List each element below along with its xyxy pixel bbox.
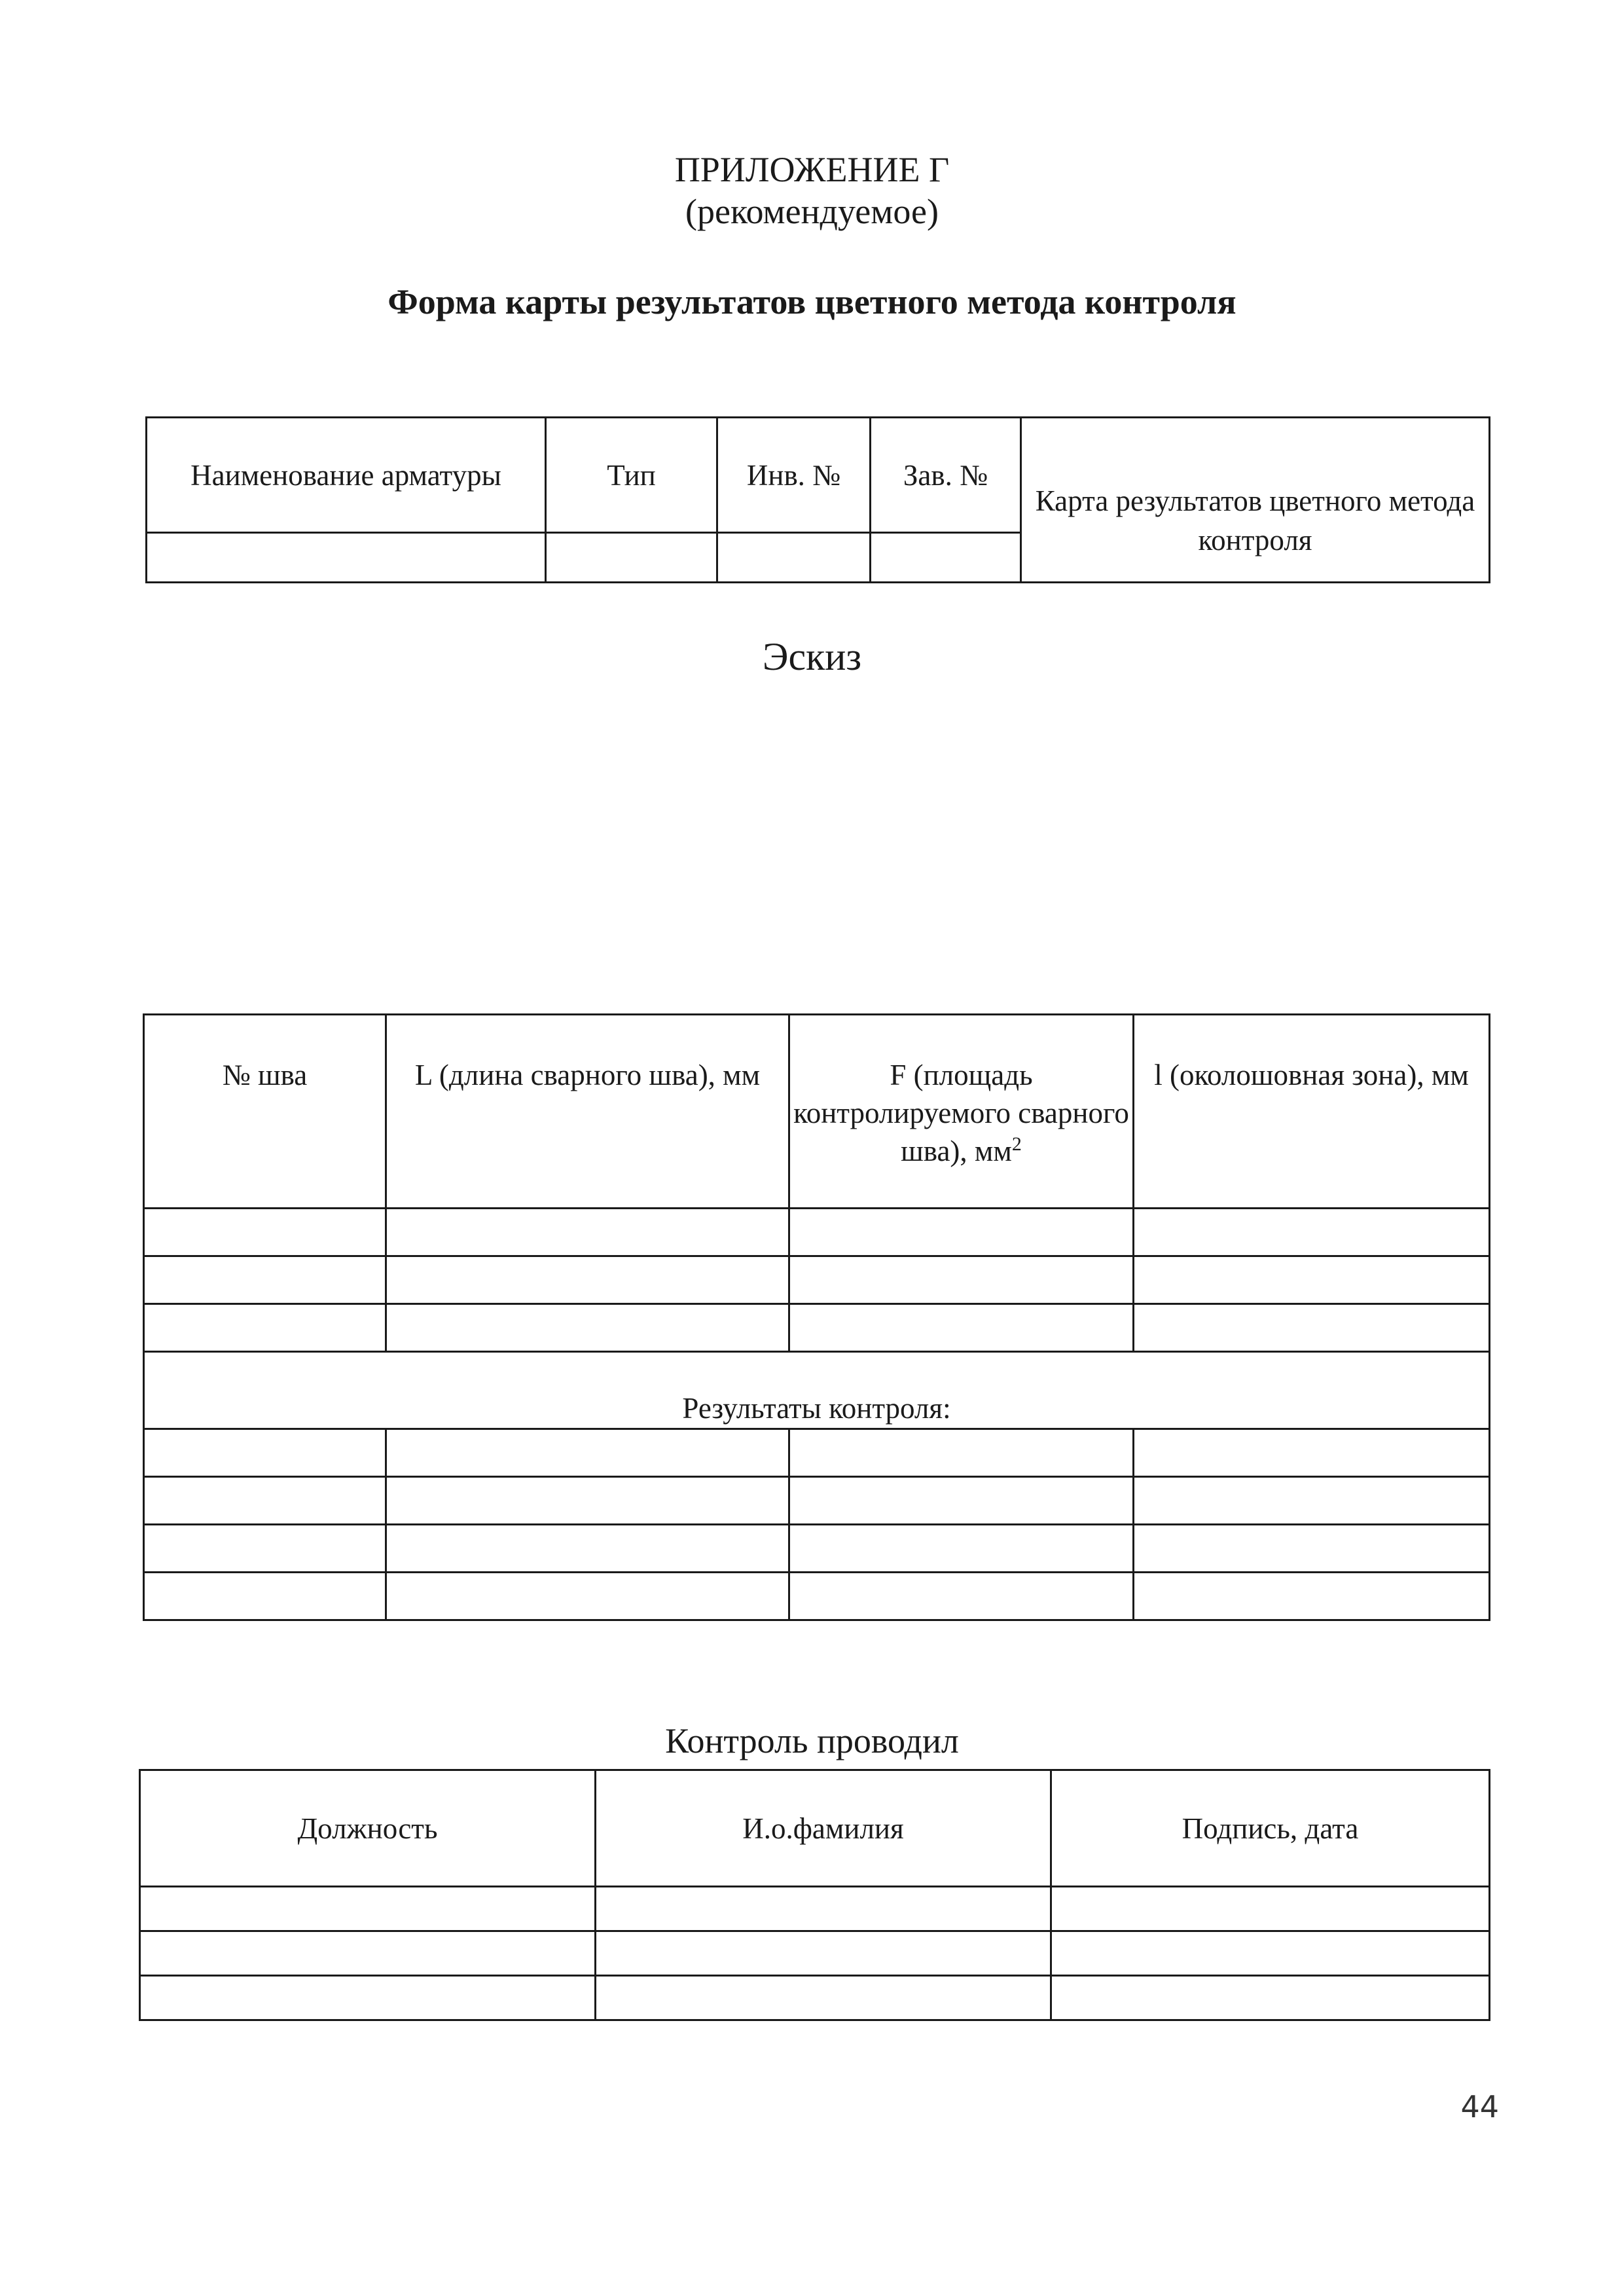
table-cell[interactable]: [386, 1209, 789, 1256]
appendix-title: ПРИЛОЖЕНИЕ Г: [674, 150, 950, 189]
table-cell[interactable]: [1051, 1887, 1490, 1931]
table-row: [144, 1209, 1490, 1256]
table-cell[interactable]: [789, 1429, 1134, 1477]
sketch-area[interactable]: [145, 694, 1489, 982]
form-title: Форма карты результатов цветного метода контроля: [388, 282, 1236, 321]
table-cell[interactable]: [1134, 1573, 1490, 1620]
header-input-name[interactable]: [147, 533, 546, 583]
table-cell[interactable]: [789, 1304, 1134, 1352]
inspector-col-signature: Подпись, дата: [1051, 1770, 1490, 1887]
header-col-inv-no: Инв. №: [717, 418, 871, 533]
inspector-table: [139, 1769, 1490, 2021]
header-table-row: [147, 418, 1490, 533]
table-cell[interactable]: [144, 1209, 386, 1256]
table-row: [140, 1931, 1490, 1976]
table-row: [144, 1256, 1490, 1304]
table-cell[interactable]: [144, 1477, 386, 1525]
header-input-type[interactable]: [546, 533, 717, 583]
control-label: Контроль проводил: [665, 1721, 959, 1760]
weld-col-number: № шва: [144, 1015, 386, 1209]
table-cell[interactable]: [1134, 1256, 1490, 1304]
table-cell[interactable]: [789, 1525, 1134, 1573]
table-cell[interactable]: [144, 1429, 386, 1477]
table-cell[interactable]: [144, 1525, 386, 1573]
table-cell[interactable]: [789, 1256, 1134, 1304]
header-col-serial-no: Зав. №: [871, 418, 1021, 533]
table-row: [144, 1525, 1490, 1573]
table-row: [144, 1477, 1490, 1525]
table-cell[interactable]: [386, 1429, 789, 1477]
results-label: Результаты контроля:: [144, 1352, 1490, 1429]
sketch-label: Эскиз: [762, 635, 862, 678]
table-cell[interactable]: [596, 1976, 1051, 2020]
weld-col-area-exponent: 2: [1011, 1133, 1022, 1155]
table-cell[interactable]: [789, 1477, 1134, 1525]
weld-col-zone: l (околошовная зона), мм: [1134, 1015, 1490, 1209]
weld-table-header: [144, 1015, 1490, 1209]
table-cell[interactable]: [1134, 1304, 1490, 1352]
appendix-subtitle: (рекомендуемое): [685, 192, 939, 231]
table-cell[interactable]: [1134, 1209, 1490, 1256]
table-row: [144, 1304, 1490, 1352]
page-number: 44: [1460, 2089, 1499, 2124]
results-row: [144, 1352, 1490, 1429]
table-cell[interactable]: [386, 1573, 789, 1620]
table-cell[interactable]: [386, 1477, 789, 1525]
table-row: [140, 1887, 1490, 1931]
table-cell[interactable]: [1134, 1477, 1490, 1525]
table-cell[interactable]: [1134, 1429, 1490, 1477]
weld-col-length: L (длина сварного шва), мм: [386, 1015, 789, 1209]
weld-col-area-text: F (площадь контролируемого сварного шва), мм: [793, 1059, 1129, 1167]
table-cell[interactable]: [1051, 1976, 1490, 2020]
table-cell[interactable]: [140, 1887, 596, 1931]
table-cell[interactable]: [144, 1573, 386, 1620]
card-label-cell: Карта результатов цветного метода контроля: [1021, 418, 1490, 583]
inspector-table-header: [140, 1770, 1490, 1887]
header-input-inv-no[interactable]: [717, 533, 871, 583]
table-row: [144, 1429, 1490, 1477]
table-cell[interactable]: [140, 1931, 596, 1976]
table-cell[interactable]: [1051, 1931, 1490, 1976]
table-cell[interactable]: [596, 1887, 1051, 1931]
table-cell[interactable]: [386, 1256, 789, 1304]
inspector-col-position: Должность: [140, 1770, 596, 1887]
header-col-name: Наименование арматуры: [147, 418, 546, 533]
table-cell[interactable]: [144, 1256, 386, 1304]
table-cell[interactable]: [386, 1525, 789, 1573]
header-input-serial-no[interactable]: [871, 533, 1021, 583]
table-cell[interactable]: [1134, 1525, 1490, 1573]
weld-table: [143, 1013, 1490, 1621]
table-row: [140, 1976, 1490, 2020]
table-cell[interactable]: [144, 1304, 386, 1352]
table-cell[interactable]: [789, 1573, 1134, 1620]
header-table: [145, 416, 1490, 583]
table-row: [144, 1573, 1490, 1620]
inspector-col-name: И.о.фамилия: [596, 1770, 1051, 1887]
header-col-type: Тип: [546, 418, 717, 533]
table-cell[interactable]: [140, 1976, 596, 2020]
table-cell[interactable]: [596, 1931, 1051, 1976]
weld-col-area: [789, 1015, 1134, 1209]
table-cell[interactable]: [386, 1304, 789, 1352]
table-cell[interactable]: [789, 1209, 1134, 1256]
